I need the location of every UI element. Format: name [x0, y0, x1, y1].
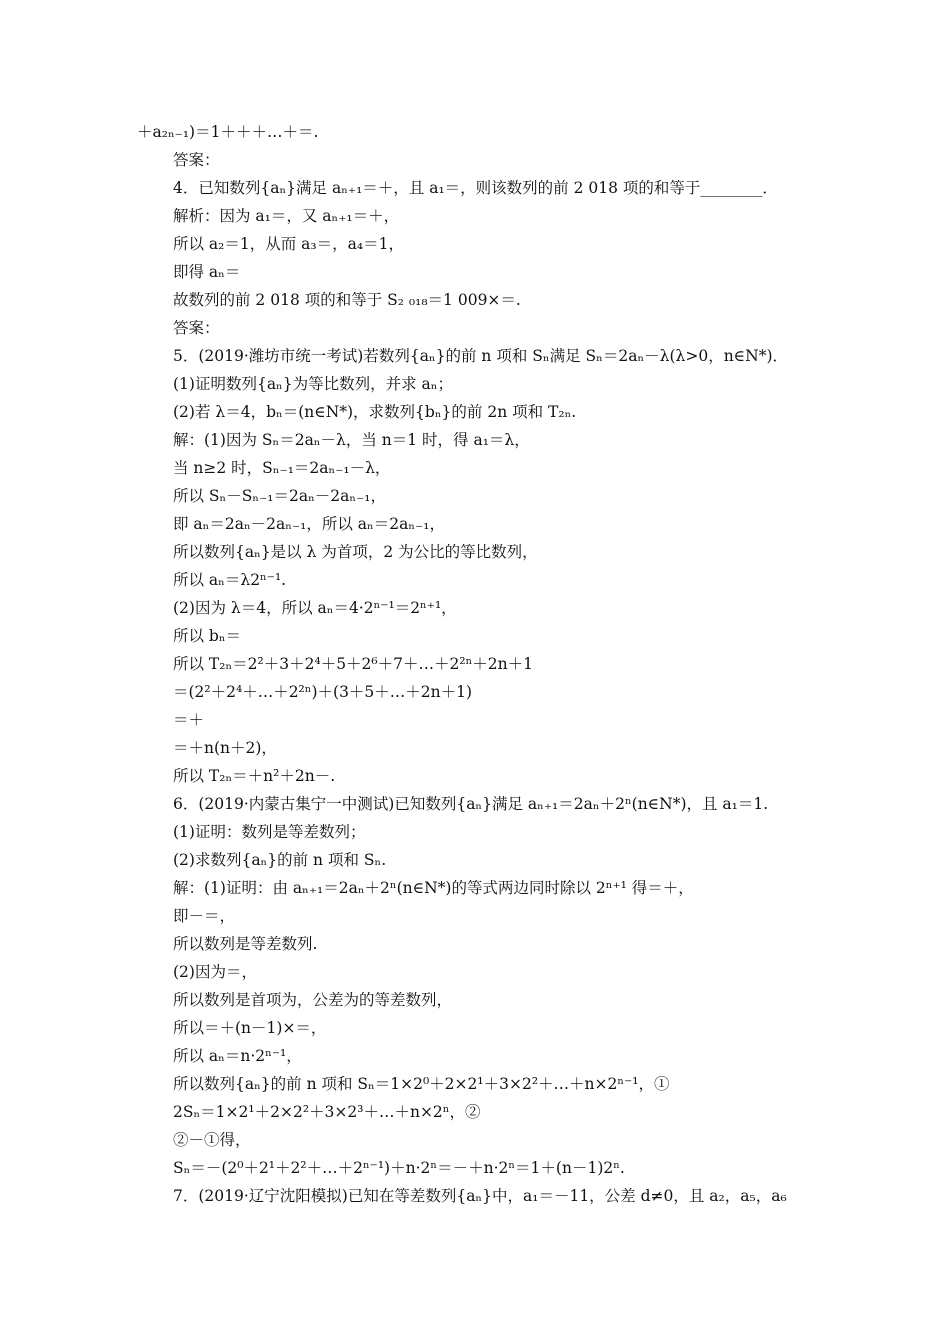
text-line: 答案： — [173, 319, 220, 337]
text-line: 所以 Sₙ－Sₙ₋₁＝2aₙ－2aₙ₋₁， — [173, 487, 386, 505]
text-line: 所以 a₂＝1，从而 a₃＝，a₄＝1， — [173, 235, 404, 253]
text-line: ＋a₂ₙ₋₁)＝1＋＋＋…＋＝. — [137, 123, 319, 141]
problem-5-statement: 5．(2019·潍坊市统一考试)若数列{aₙ}的前 n 项和 Sₙ满足 Sₙ＝2aₙ－λ(λ>0，n∈N*)． — [173, 347, 789, 365]
text-line: 所以数列是首项为，公差为的等差数列， — [173, 991, 453, 1009]
text-line: 答案： — [173, 151, 220, 169]
text-line: 所以 aₙ＝λ2ⁿ⁻¹. — [173, 571, 287, 589]
text-line: (2)求数列{aₙ}的前 n 项和 Sₙ. — [173, 851, 387, 869]
text-line: (1)证明：数列是等差数列； — [173, 823, 366, 841]
text-line: 故数列的前 2 018 项的和等于 S₂ ₀₁₈＝1 009×＝. — [173, 291, 521, 309]
problem-6-statement: 6．(2019·内蒙古集宁一中测试)已知数列{aₙ}满足 aₙ₊₁＝2aₙ＋2ⁿ(n∈N*)，且 a₁＝1. — [173, 795, 769, 813]
text-line: 解：(1)证明：由 aₙ₊₁＝2aₙ＋2ⁿ(n∈N*)的等式两边同时除以 2ⁿ⁺¹ 得＝＋， — [173, 879, 694, 897]
text-line: 即得 aₙ＝ — [173, 263, 241, 281]
text-line: ＝(2²＋2⁴＋…＋2²ⁿ)＋(3＋5＋…＋2n＋1) — [173, 683, 473, 701]
text-line: Sₙ＝－(2⁰＋2¹＋2²＋…＋2ⁿ⁻¹)＋n·2ⁿ＝－＋n·2ⁿ＝1＋(n－1)2ⁿ. — [173, 1159, 625, 1177]
text-line: 所以 aₙ＝n·2ⁿ⁻¹， — [173, 1047, 302, 1065]
text-line: 解析：因为 a₁＝，又 aₙ₊₁＝＋， — [173, 207, 400, 225]
text-line: (2)因为＝， — [173, 963, 257, 981]
text-line: ②－①得， — [173, 1131, 251, 1149]
problem-4-statement: 4．已知数列{aₙ}满足 aₙ₊₁＝＋，且 a₁＝，则该数列的前 2 018 项的和等于________． — [173, 179, 778, 197]
text-line: 所以数列{aₙ}的前 n 项和 Sₙ＝1×2⁰＋2×2¹＋3×2²＋…＋n×2ⁿ⁻¹，① — [173, 1075, 670, 1093]
text-line: 所以 bₙ＝ — [173, 627, 242, 645]
text-line: 2Sₙ＝1×2¹＋2×2²＋3×2³＋…＋n×2ⁿ，② — [173, 1103, 481, 1121]
text-line: (2)因为 λ＝4，所以 aₙ＝4·2ⁿ⁻¹＝2ⁿ⁺¹， — [173, 599, 457, 617]
text-line: 即 aₙ＝2aₙ－2aₙ₋₁，所以 aₙ＝2aₙ₋₁， — [173, 515, 445, 533]
text-line: 所以数列{aₙ}是以 λ 为首项，2 为公比的等比数列， — [173, 543, 538, 561]
text-line: 即－＝， — [173, 907, 236, 925]
text-line: 所以＝＋(n－1)×＝， — [173, 1019, 327, 1037]
text-line: 当 n≥2 时，Sₙ₋₁＝2aₙ₋₁－λ， — [173, 459, 391, 477]
text-line: (1)证明数列{aₙ}为等比数列，并求 aₙ； — [173, 375, 453, 393]
text-line: 所以 T₂ₙ＝＋n²＋2n－. — [173, 767, 336, 785]
text-line: 所以数列是等差数列. — [173, 935, 318, 953]
text-line: (2)若 λ＝4，bₙ＝(n∈N*)，求数列{bₙ}的前 2n 项和 T₂ₙ. — [173, 403, 577, 421]
text-line: 所以 T₂ₙ＝2²＋3＋2⁴＋5＋2⁶＋7＋…＋2²ⁿ＋2n＋1 — [173, 655, 533, 673]
problem-7-statement: 7．(2019·辽宁沈阳模拟)已知在等差数列{aₙ}中，a₁＝－11，公差 d≠0，且 a₂，a₅，a₆ — [173, 1187, 787, 1205]
text-line: 解：(1)因为 Sₙ＝2aₙ－λ，当 n＝1 时，得 a₁＝λ， — [173, 431, 530, 449]
text-line: ＝＋n(n＋2)， — [173, 739, 277, 757]
text-line: ＝＋ — [173, 711, 205, 729]
